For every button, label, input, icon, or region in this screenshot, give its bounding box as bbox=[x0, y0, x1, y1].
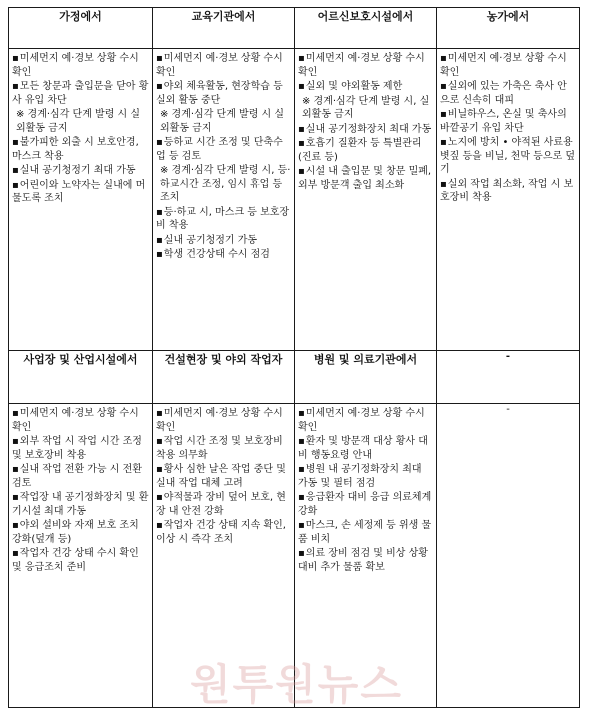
header-construction: 건설현장 및 야외 작업자 bbox=[153, 351, 295, 404]
list-item: ▪ 야외 설비와 자재 보호 조치 강화(덮개 등) bbox=[12, 519, 149, 546]
watermark-logo: 원투원뉴스 bbox=[190, 660, 403, 709]
list-item: ▪ 야적물과 장비 덮어 보호, 현장 내 안전 강화 bbox=[156, 491, 291, 518]
header-industrial: 사업장 및 산업시설에서 bbox=[9, 351, 153, 404]
list-item: ▪ 불가피한 외출 시 보호안경, 마스크 착용 bbox=[12, 136, 149, 163]
note-item: ※ 경계·심각 단계 발령 시 실외활동 금지 bbox=[160, 109, 285, 134]
list-item: ▪ 작업자 건강 상태 지속 확인, 이상 시 즉각 조치 bbox=[156, 519, 291, 546]
header-farm: 농가에서 bbox=[437, 8, 580, 49]
guideline-table bbox=[8, 7, 580, 708]
header-row-2 bbox=[9, 351, 580, 404]
cell-education bbox=[153, 49, 295, 351]
list-item: ▪ 미세먼지 예·경보 상황 수시 확인 bbox=[440, 52, 576, 79]
list-item: ▪ 호흡기 질환자 등 특별관리(진료 등) bbox=[298, 137, 433, 164]
header-senior-care: 어르신보호시설에서 bbox=[295, 8, 437, 49]
list-item: ▪ 병원 내 공기정화장치 최대 가동 및 필터 점검 bbox=[298, 463, 433, 490]
header-row-1 bbox=[9, 8, 580, 49]
cell-hospital bbox=[295, 404, 437, 708]
list-item: ▪ 미세먼지 예·경보 상황 수시 확인 bbox=[156, 407, 291, 434]
list-item: ▪ 작업장 내 공기정화장치 및 환기시설 최대 가동 bbox=[12, 491, 149, 518]
list-item: ▪ 마스크, 손 세정제 등 위생 물품 비치 bbox=[298, 519, 433, 546]
list-item: ▪ 미세먼지 예·경보 상황 수시 확인 bbox=[298, 52, 433, 79]
list-item: ▪ 실외 작업 최소화, 작업 시 보호장비 착용 bbox=[440, 178, 576, 205]
note-item: ※ 경계·심각 단계 발령 시, 등·하교시간 조정, 임시 휴업 등 조치 bbox=[160, 165, 291, 203]
cell-farm bbox=[437, 49, 580, 351]
list-item: ▪ 응급환자 대비 응급 의료체계 강화 bbox=[298, 491, 433, 518]
list-item: ▪ 모든 창문과 출입문을 닫아 황사 유입 차단 bbox=[12, 80, 149, 107]
list-item: ▪ 실내 공기청정기 가동 bbox=[156, 234, 291, 248]
list-item: ▪ 야외 체육활동, 현장학습 등 실외 활동 중단 bbox=[156, 80, 291, 107]
list-item: ▪ 실외 및 야외활동 제한 bbox=[298, 80, 433, 94]
list-item: ▪ 실내 작업 전환 가능 시 전환 검토 bbox=[12, 463, 149, 490]
header-education: 교육기관에서 bbox=[153, 8, 295, 49]
list-item: ▪ 미세먼지 예·경보 상황 수시 확인 bbox=[12, 52, 149, 79]
header-hospital: 병원 및 의료기관에서 bbox=[295, 351, 437, 404]
content-row-2 bbox=[9, 404, 580, 708]
cell-industrial bbox=[9, 404, 153, 708]
list-item: ▪ 외부 작업 시 작업 시간 조정 및 보호장비 착용 bbox=[12, 435, 149, 462]
list-item: ▪ 학생 건강상태 수시 점검 bbox=[156, 248, 291, 262]
list-item: ▪ 실내 공기정화장치 최대 가동 bbox=[298, 123, 433, 137]
list-item: ▪ 미세먼지 예·경보 상황 수시 확인 bbox=[298, 407, 433, 434]
cell-construction bbox=[153, 404, 295, 708]
list-item: ▪ 황사 심한 날은 작업 중단 및 실내 작업 대체 고려 bbox=[156, 463, 291, 490]
list-item: ▪ 노지에 방치 • 야적된 사료용 볏짚 등을 비닐, 천막 등으로 덮기 bbox=[440, 136, 576, 177]
list-item: ▪ 작업자 건강 상태 수시 확인 및 응급조치 준비 bbox=[12, 547, 149, 574]
note-item: ※ 경계·심각 단계 발령 시 실외활동 금지 bbox=[16, 109, 141, 134]
list-item: ▪ 미세먼지 예·경보 상황 수시 확인 bbox=[12, 407, 149, 434]
list-item: ▪ 미세먼지 예·경보 상황 수시 확인 bbox=[156, 52, 291, 79]
list-item: ▪ 실내 공기청정기 최대 가동 bbox=[12, 164, 149, 178]
cell-home bbox=[9, 49, 153, 351]
list-item: ▪ 환자 및 방문객 대상 황사 대비 행동요령 안내 bbox=[298, 435, 433, 462]
header-empty: - bbox=[437, 351, 580, 404]
list-item: ▪ 실외에 있는 가축은 축사 안으로 신속히 대피 bbox=[440, 80, 576, 107]
content-row-1 bbox=[9, 49, 580, 351]
cell-senior-care bbox=[295, 49, 437, 351]
header-home: 가정에서 bbox=[9, 8, 153, 49]
list-item: ▪ 작업 시간 조정 및 보호장비 착용 의무화 bbox=[156, 435, 291, 462]
cell-empty: - bbox=[437, 404, 580, 708]
list-item: ▪ 어린이와 노약자는 실내에 머물도록 조치 bbox=[12, 179, 149, 206]
list-item: ▪ 의료 장비 점검 및 비상 상황 대비 추가 물품 확보 bbox=[298, 547, 433, 574]
list-item: ▪ 시설 내 출입문 및 창문 밀폐, 외부 방문객 출입 최소화 bbox=[298, 165, 433, 192]
list-item: ▪ 등하교 시간 조정 및 단축수업 등 검토 bbox=[156, 136, 291, 163]
note-item: ※ 경계·심각 단계 발령 시, 실외활동 금지 bbox=[302, 95, 430, 120]
list-item: ▪ 등·하교 시, 마스크 등 보호장비 착용 bbox=[156, 206, 291, 233]
list-item: ▪ 비닐하우스, 온실 및 축사의 바깥공기 유입 차단 bbox=[440, 108, 576, 135]
